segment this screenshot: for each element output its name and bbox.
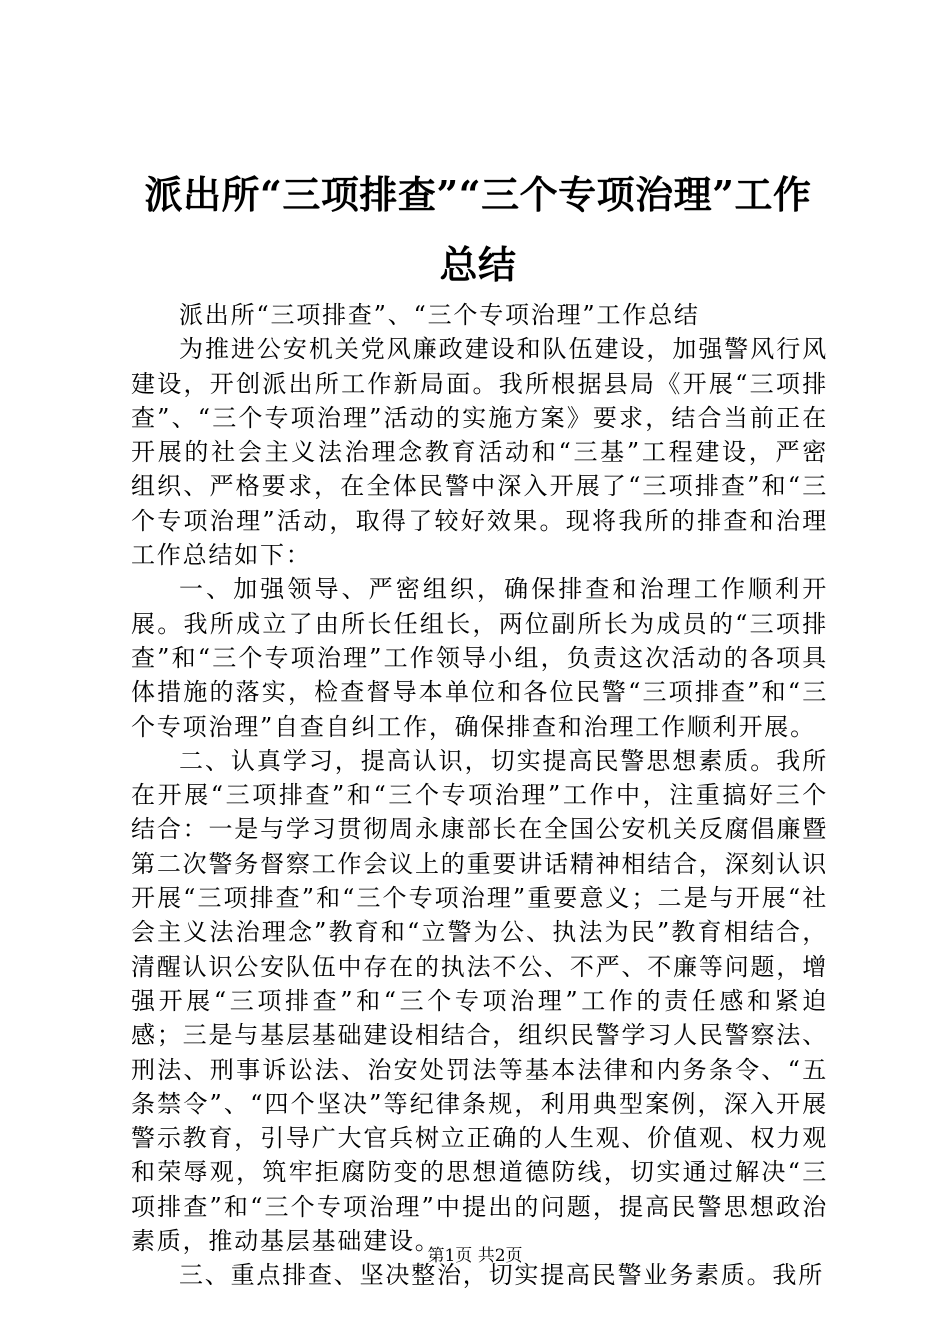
paragraph-section-3: 三、重点排查、坚决整治，切实提高民警业务素质。我所 xyxy=(179,1261,824,1290)
page-footer: 第1页 共2页 xyxy=(427,1246,523,1266)
paragraph-section-1: 一、加强领导、严密组织，确保排查和治理工作顺利开展。我所成立了由所长任组长，两位副所长为成员的“三项排查”和“三个专项治理”工作领导小组，负责这次活动的各项具体措施的落实，检查督导本单位和各位民警“三项排查”和“三个专项治理”自查自纠工作，确保排查和治理工作顺利开展。 xyxy=(131,575,828,741)
paragraph-section-2: 二、认真学习，提高认识，切实提高民警思想素质。我所在开展“三项排查”和“三个专项治理”工作中，注重搞好三个结合：一是与学习贯彻周永康部长在全国公安机关反腐倡廉暨第二次警务督察工作会议上的重要讲话精神相结合，深刻认识开展“三项排查”和“三个专项治理”重要意义；二是与开展“社会主义法治理念”教育和“立警为公、执法为民”教育相结合，清醒认识公安队伍中存在的执法不公、不严、不廉等问题，增强开展“三项排查”和“三个专项治理”工作的责任感和紧迫感；三是与基层基础建设相结合，组织民警学习人民警察法、刑法、刑事诉讼法、治安处罚法等基本法律和内务条令、“五条禁令”、“四个坚决”等纪律条规，利用典型案例，深入开展警示教育，引导广大官兵树立正确的人生观、价值观、权力观和荣辱观，筑牢拒腐防变的思想道德防线，切实通过解决“三项排查”和“三个专项治理”中提出的问题，提高民警思想政治素质，推动基层基础建设。 xyxy=(131,746,828,1256)
paragraph-intro: 为推进公安机关党风廉政建设和队伍建设，加强警风行风建设，开创派出所工作新局面。我所根据县局《开展“三项排查”、“三个专项治理”活动的实施方案》要求，结合当前正在开展的社会主义法治理念教育活动和“三基”工程建设，严密组织、严格要求，在全体民警中深入开展了“三项排查”和“三个专项治理”活动，取得了较好效果。现将我所的排查和治理工作总结如下： xyxy=(131,335,828,570)
document-title: 派出所“三项排查”“三个专项治理”工作总结 xyxy=(144,172,812,287)
document-body xyxy=(131,298,828,1293)
paragraph-subtitle: 派出所“三项排查”、“三个专项治理”工作总结 xyxy=(179,301,700,329)
